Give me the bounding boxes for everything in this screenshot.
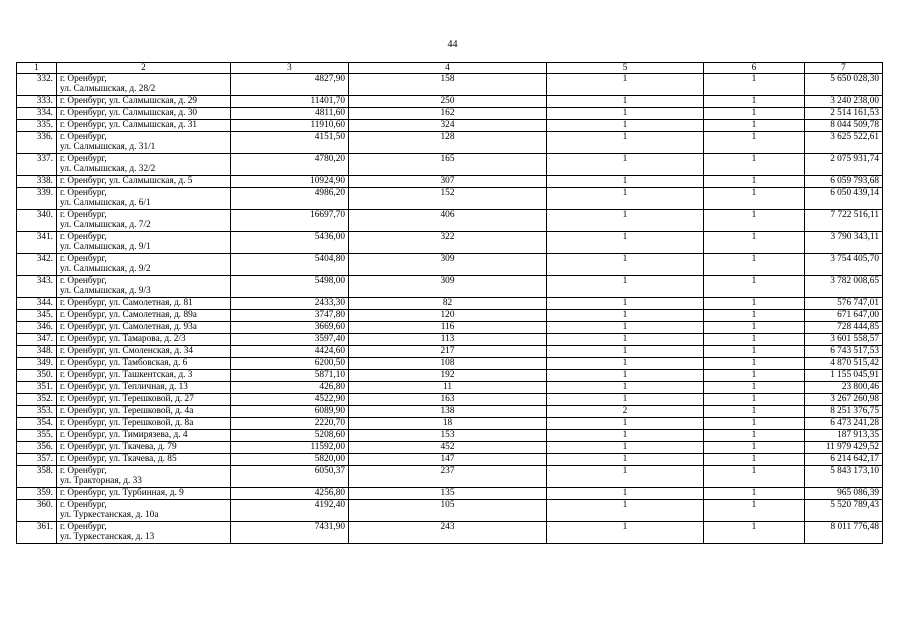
table-row — [17, 176, 883, 188]
amount-cell: 4 870 515,42 — [805, 358, 883, 370]
row-number: 332. — [17, 74, 57, 96]
row-number: 352. — [17, 394, 57, 406]
col6-cell: 1 — [704, 108, 805, 120]
col5-cell: 1 — [547, 442, 704, 454]
amount-cell: 5 650 028,30 — [805, 74, 883, 96]
address-cell: г. Оренбург, ул. Тракторная, д. 33 — [57, 466, 231, 488]
col4-cell: 307 — [349, 176, 547, 188]
col6-cell: 1 — [704, 232, 805, 254]
area-cell: 426,80 — [231, 382, 349, 394]
row-number: 347. — [17, 334, 57, 346]
row-number: 341. — [17, 232, 57, 254]
table-row — [17, 358, 883, 370]
row-number: 345. — [17, 310, 57, 322]
col6-cell: 1 — [704, 154, 805, 176]
amount-cell: 6 214 642,17 — [805, 454, 883, 466]
col4-cell: 163 — [349, 394, 547, 406]
area-cell: 11401,70 — [231, 96, 349, 108]
area-cell: 4986,20 — [231, 188, 349, 210]
table-row — [17, 298, 883, 310]
amount-cell: 576 747,01 — [805, 298, 883, 310]
area-cell: 4522,90 — [231, 394, 349, 406]
table-row — [17, 522, 883, 544]
address-cell: г. Оренбург, ул. Ткачева, д. 79 — [57, 442, 231, 454]
col5-cell: 1 — [547, 358, 704, 370]
col5-cell: 1 — [547, 500, 704, 522]
area-cell: 4811,60 — [231, 108, 349, 120]
table-row — [17, 310, 883, 322]
col4-cell: 113 — [349, 334, 547, 346]
column-header-row — [17, 63, 883, 74]
area-cell: 4256,80 — [231, 488, 349, 500]
amount-cell: 5 843 173,10 — [805, 466, 883, 488]
col6-cell: 1 — [704, 430, 805, 442]
col5-cell: 1 — [547, 132, 704, 154]
col5-cell: 1 — [547, 418, 704, 430]
row-number: 360. — [17, 500, 57, 522]
amount-cell: 671 647,00 — [805, 310, 883, 322]
col5-cell: 1 — [547, 454, 704, 466]
col6-cell: 1 — [704, 454, 805, 466]
address-cell: г. Оренбург, ул. Ташкентская, д. 3 — [57, 370, 231, 382]
col5-cell: 1 — [547, 74, 704, 96]
amount-cell: 3 267 260,98 — [805, 394, 883, 406]
amount-cell: 8 011 776,48 — [805, 522, 883, 544]
address-cell: г. Оренбург, ул. Самолетная, д. 89а — [57, 310, 231, 322]
row-number: 343. — [17, 276, 57, 298]
area-cell: 6200,50 — [231, 358, 349, 370]
col5-cell: 1 — [547, 276, 704, 298]
col4-cell: 237 — [349, 466, 547, 488]
col6-cell: 1 — [704, 466, 805, 488]
address-cell: г. Оренбург, ул. Салмышская, д. 6/1 — [57, 188, 231, 210]
col4-cell: 322 — [349, 232, 547, 254]
table-row — [17, 96, 883, 108]
amount-cell: 965 086,39 — [805, 488, 883, 500]
row-number: 354. — [17, 418, 57, 430]
area-cell: 7431,90 — [231, 522, 349, 544]
area-cell: 6050,37 — [231, 466, 349, 488]
address-cell: г. Оренбург, ул. Салмышская, д. 31/1 — [57, 132, 231, 154]
col5-cell: 1 — [547, 232, 704, 254]
area-cell: 5208,60 — [231, 430, 349, 442]
col6-cell: 1 — [704, 370, 805, 382]
row-number: 361. — [17, 522, 57, 544]
register-table — [16, 62, 883, 544]
address-cell: г. Оренбург, ул. Салмышская, д. 7/2 — [57, 210, 231, 232]
area-cell: 4192,40 — [231, 500, 349, 522]
col4-cell: 147 — [349, 454, 547, 466]
area-cell: 5436,00 — [231, 232, 349, 254]
row-number: 333. — [17, 96, 57, 108]
row-number: 351. — [17, 382, 57, 394]
col4-cell: 250 — [349, 96, 547, 108]
col5-cell: 1 — [547, 120, 704, 132]
amount-cell: 6 473 241,28 — [805, 418, 883, 430]
area-cell: 2433,30 — [231, 298, 349, 310]
col5-cell: 1 — [547, 322, 704, 334]
col5-cell: 1 — [547, 522, 704, 544]
col5-cell: 1 — [547, 334, 704, 346]
col6-cell: 1 — [704, 276, 805, 298]
amount-cell: 6 743 517,53 — [805, 346, 883, 358]
col5-cell: 1 — [547, 488, 704, 500]
area-cell: 4151,50 — [231, 132, 349, 154]
col6-cell: 1 — [704, 346, 805, 358]
address-cell: г. Оренбург, ул. Салмышская, д. 29 — [57, 96, 231, 108]
col5-cell: 1 — [547, 210, 704, 232]
address-cell: г. Оренбург, ул. Туркестанская, д. 13 — [57, 522, 231, 544]
table-row — [17, 466, 883, 488]
col6-cell: 1 — [704, 500, 805, 522]
col5-cell: 1 — [547, 188, 704, 210]
column-header: 4 — [349, 63, 547, 74]
column-header: 1 — [17, 63, 57, 74]
row-number: 340. — [17, 210, 57, 232]
col4-cell: 192 — [349, 370, 547, 382]
table-row — [17, 210, 883, 232]
area-cell: 4827,90 — [231, 74, 349, 96]
col5-cell: 1 — [547, 96, 704, 108]
col4-cell: 153 — [349, 430, 547, 442]
col5-cell: 1 — [547, 154, 704, 176]
col5-cell: 1 — [547, 298, 704, 310]
row-number: 348. — [17, 346, 57, 358]
row-number: 336. — [17, 132, 57, 154]
area-cell: 3669,60 — [231, 322, 349, 334]
address-cell: г. Оренбург, ул. Тимирязева, д. 4 — [57, 430, 231, 442]
col4-cell: 138 — [349, 406, 547, 418]
column-header: 5 — [547, 63, 704, 74]
address-cell: г. Оренбург, ул. Салмышская, д. 5 — [57, 176, 231, 188]
row-number: 339. — [17, 188, 57, 210]
col4-cell: 217 — [349, 346, 547, 358]
row-number: 356. — [17, 442, 57, 454]
area-cell: 2220,70 — [231, 418, 349, 430]
col6-cell: 1 — [704, 488, 805, 500]
col4-cell: 11 — [349, 382, 547, 394]
area-cell: 10924,90 — [231, 176, 349, 188]
area-cell: 4424,60 — [231, 346, 349, 358]
row-number: 358. — [17, 466, 57, 488]
address-cell: г. Оренбург, ул. Самолетная, д. 81 — [57, 298, 231, 310]
col6-cell: 1 — [704, 74, 805, 96]
address-cell: г. Оренбург, ул. Самолетная, д. 93а — [57, 322, 231, 334]
table-row — [17, 254, 883, 276]
col6-cell: 1 — [704, 310, 805, 322]
table-row — [17, 120, 883, 132]
col6-cell: 1 — [704, 254, 805, 276]
col5-cell: 1 — [547, 108, 704, 120]
col4-cell: 309 — [349, 276, 547, 298]
column-header: 2 — [57, 63, 231, 74]
col4-cell: 324 — [349, 120, 547, 132]
col5-cell: 1 — [547, 254, 704, 276]
col5-cell: 2 — [547, 406, 704, 418]
col5-cell: 1 — [547, 310, 704, 322]
page-number: 44 — [447, 39, 458, 50]
area-cell: 5820,00 — [231, 454, 349, 466]
amount-cell: 2 075 931,74 — [805, 154, 883, 176]
area-cell: 5871,10 — [231, 370, 349, 382]
amount-cell: 3 754 405,70 — [805, 254, 883, 276]
col4-cell: 120 — [349, 310, 547, 322]
column-header: 6 — [704, 63, 805, 74]
amount-cell: 11 979 429,52 — [805, 442, 883, 454]
amount-cell: 3 790 343,11 — [805, 232, 883, 254]
col6-cell: 1 — [704, 210, 805, 232]
col6-cell: 1 — [704, 442, 805, 454]
table-row — [17, 322, 883, 334]
col4-cell: 82 — [349, 298, 547, 310]
col6-cell: 1 — [704, 334, 805, 346]
col6-cell: 1 — [704, 298, 805, 310]
amount-cell: 5 520 789,43 — [805, 500, 883, 522]
address-cell: г. Оренбург, ул. Тамарова, д. 2/3 — [57, 334, 231, 346]
amount-cell: 3 240 238,00 — [805, 96, 883, 108]
amount-cell: 728 444,85 — [805, 322, 883, 334]
col6-cell: 1 — [704, 418, 805, 430]
address-cell: г. Оренбург, ул. Салмышская, д. 9/2 — [57, 254, 231, 276]
address-cell: г. Оренбург, ул. Салмышская, д. 28/2 — [57, 74, 231, 96]
col5-cell: 1 — [547, 370, 704, 382]
col6-cell: 1 — [704, 176, 805, 188]
address-cell: г. Оренбург, ул. Тепличная, д. 13 — [57, 382, 231, 394]
address-cell: г. Оренбург, ул. Салмышская, д. 31 — [57, 120, 231, 132]
area-cell: 11592,00 — [231, 442, 349, 454]
area-cell: 5404,80 — [231, 254, 349, 276]
column-header: 3 — [231, 63, 349, 74]
col4-cell: 116 — [349, 322, 547, 334]
address-cell: г. Оренбург, ул. Салмышская, д. 32/2 — [57, 154, 231, 176]
col5-cell: 1 — [547, 394, 704, 406]
col4-cell: 152 — [349, 188, 547, 210]
row-number: 337. — [17, 154, 57, 176]
col6-cell: 1 — [704, 522, 805, 544]
address-cell: г. Оренбург, ул. Терешковой, д. 8а — [57, 418, 231, 430]
row-number: 338. — [17, 176, 57, 188]
row-number: 344. — [17, 298, 57, 310]
col6-cell: 1 — [704, 132, 805, 154]
area-cell: 6089,90 — [231, 406, 349, 418]
amount-cell: 6 050 439,14 — [805, 188, 883, 210]
col6-cell: 1 — [704, 322, 805, 334]
address-cell: г. Оренбург, ул. Салмышская, д. 9/3 — [57, 276, 231, 298]
area-cell: 11910,60 — [231, 120, 349, 132]
row-number: 353. — [17, 406, 57, 418]
column-header: 7 — [805, 63, 883, 74]
row-number: 346. — [17, 322, 57, 334]
amount-cell: 1 155 045,91 — [805, 370, 883, 382]
col6-cell: 1 — [704, 96, 805, 108]
table-row — [17, 418, 883, 430]
col5-cell: 1 — [547, 176, 704, 188]
col5-cell: 1 — [547, 346, 704, 358]
amount-cell: 2 514 161,53 — [805, 108, 883, 120]
address-cell: г. Оренбург, ул. Туркестанская, д. 10а — [57, 500, 231, 522]
col4-cell: 135 — [349, 488, 547, 500]
row-number: 350. — [17, 370, 57, 382]
col5-cell: 1 — [547, 466, 704, 488]
amount-cell: 3 625 522,61 — [805, 132, 883, 154]
area-cell: 3597,40 — [231, 334, 349, 346]
col4-cell: 128 — [349, 132, 547, 154]
row-number: 359. — [17, 488, 57, 500]
table-row — [17, 132, 883, 154]
table-row — [17, 454, 883, 466]
table-row — [17, 488, 883, 500]
amount-cell: 3 601 558,57 — [805, 334, 883, 346]
address-cell: г. Оренбург, ул. Терешковой, д. 27 — [57, 394, 231, 406]
col6-cell: 1 — [704, 394, 805, 406]
col6-cell: 1 — [704, 120, 805, 132]
address-cell: г. Оренбург, ул. Смоленская, д. 34 — [57, 346, 231, 358]
address-cell: г. Оренбург, ул. Салмышская, д. 9/1 — [57, 232, 231, 254]
table-row — [17, 430, 883, 442]
area-cell: 4780,20 — [231, 154, 349, 176]
row-number: 355. — [17, 430, 57, 442]
table-row — [17, 74, 883, 96]
col4-cell: 18 — [349, 418, 547, 430]
address-cell: г. Оренбург, ул. Терешковой, д. 4а — [57, 406, 231, 418]
table-row — [17, 232, 883, 254]
row-number: 357. — [17, 454, 57, 466]
col6-cell: 1 — [704, 358, 805, 370]
col5-cell: 1 — [547, 430, 704, 442]
table-row — [17, 188, 883, 210]
col6-cell: 1 — [704, 188, 805, 210]
amount-cell: 187 913,35 — [805, 430, 883, 442]
area-cell: 3747,80 — [231, 310, 349, 322]
table-row — [17, 382, 883, 394]
table-row — [17, 154, 883, 176]
table-row — [17, 406, 883, 418]
area-cell: 16697,70 — [231, 210, 349, 232]
col4-cell: 406 — [349, 210, 547, 232]
row-number: 342. — [17, 254, 57, 276]
col4-cell: 165 — [349, 154, 547, 176]
col6-cell: 1 — [704, 406, 805, 418]
col4-cell: 162 — [349, 108, 547, 120]
table-row — [17, 394, 883, 406]
table-row — [17, 276, 883, 298]
address-cell: г. Оренбург, ул. Тамбовская, д. 6 — [57, 358, 231, 370]
table-row — [17, 442, 883, 454]
row-number: 349. — [17, 358, 57, 370]
col4-cell: 158 — [349, 74, 547, 96]
row-number: 335. — [17, 120, 57, 132]
table-row — [17, 500, 883, 522]
amount-cell: 8 251 376,75 — [805, 406, 883, 418]
area-cell: 5498,00 — [231, 276, 349, 298]
col4-cell: 108 — [349, 358, 547, 370]
col4-cell: 309 — [349, 254, 547, 276]
address-cell: г. Оренбург, ул. Ткачева, д. 85 — [57, 454, 231, 466]
table-row — [17, 334, 883, 346]
amount-cell: 7 722 516,11 — [805, 210, 883, 232]
amount-cell: 6 059 793,68 — [805, 176, 883, 188]
row-number: 334. — [17, 108, 57, 120]
col4-cell: 105 — [349, 500, 547, 522]
amount-cell: 3 782 008,65 — [805, 276, 883, 298]
col5-cell: 1 — [547, 382, 704, 394]
col4-cell: 452 — [349, 442, 547, 454]
col6-cell: 1 — [704, 382, 805, 394]
table-row — [17, 108, 883, 120]
table-row — [17, 346, 883, 358]
amount-cell: 23 800,46 — [805, 382, 883, 394]
col4-cell: 243 — [349, 522, 547, 544]
address-cell: г. Оренбург, ул. Турбинная, д. 9 — [57, 488, 231, 500]
table-row — [17, 370, 883, 382]
amount-cell: 8 044 509,78 — [805, 120, 883, 132]
address-cell: г. Оренбург, ул. Салмышская, д. 30 — [57, 108, 231, 120]
